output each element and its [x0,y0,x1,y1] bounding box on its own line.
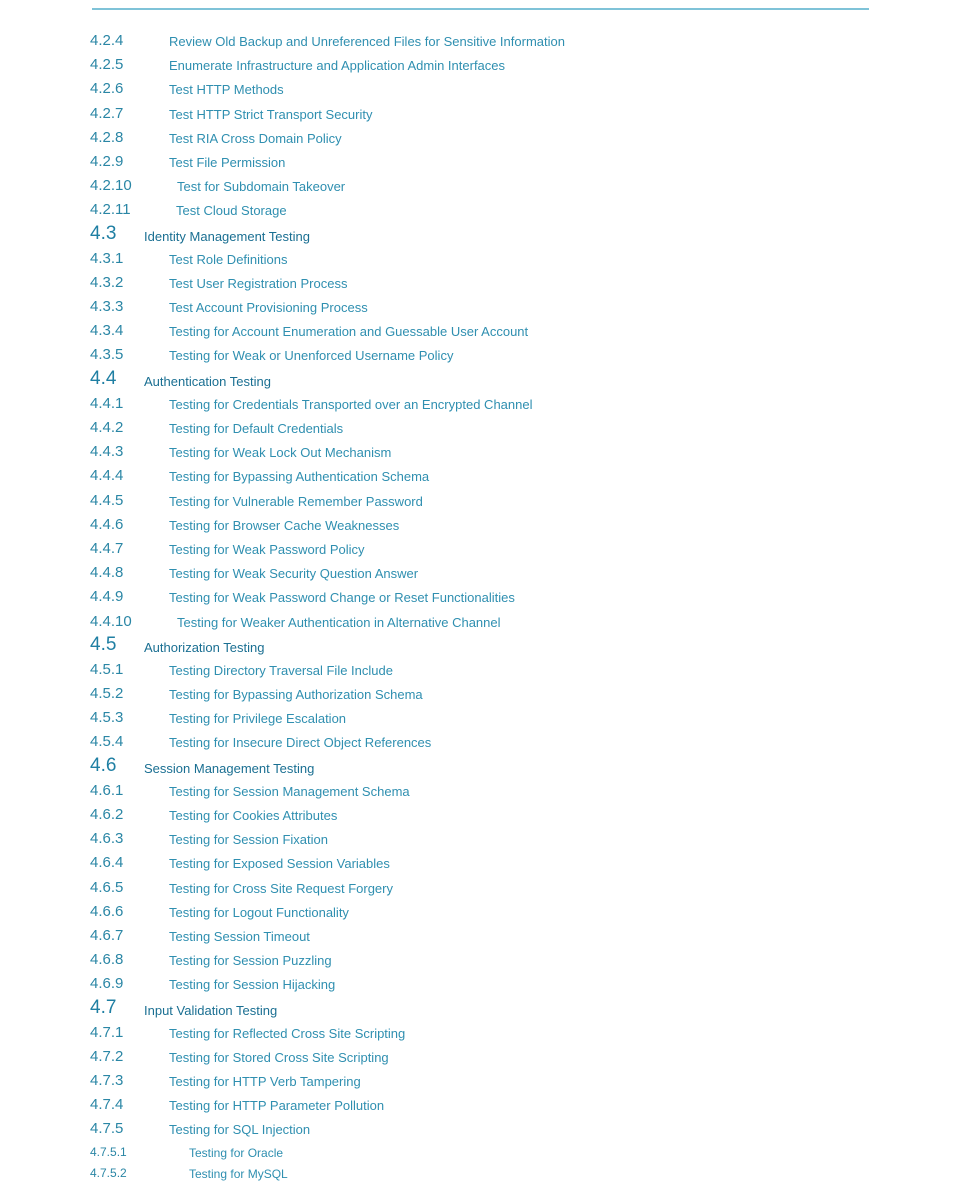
toc-entry[interactable] [0,54,961,78]
toc-entry-number: 4.3.1 [90,249,124,267]
toc-entry-title: Test Cloud Storage [176,203,287,219]
toc-entry-number: 4.6.2 [90,806,124,823]
toc-entry[interactable] [0,586,961,610]
toc-entry-number: 4.6.4 [90,854,124,872]
toc-entry[interactable] [0,490,961,514]
toc-entry-title: Testing for Logout Functionality [169,904,349,920]
toc-entry-number: 4.6.6 [90,902,124,920]
toc-entry[interactable] [0,514,961,538]
toc-section-heading[interactable] [0,369,961,393]
toc-entry-number: 4.4.5 [90,491,124,509]
toc-entry-number: 4.5.2 [90,685,124,703]
toc-entry-title: Testing for MySQL [189,1167,288,1182]
toc-entry[interactable] [0,1118,961,1142]
toc-entry-title: Testing for Cookies Attributes [169,808,338,823]
toc-entry-title: Testing for HTTP Parameter Pollution [169,1098,385,1114]
toc-entry-title: Testing for Browser Cache Weaknesses [169,517,400,533]
toc-entry-number: 4.7.1 [90,1023,124,1041]
toc-entry-title: Testing Session Timeout [169,928,310,944]
toc-entry-title: Testing for Session Management Schema [169,783,410,799]
toc-entry-title: Authentication Testing [144,373,271,389]
toc-entry-title: Testing for Cross Site Request Forgery [169,880,393,896]
toc-entry[interactable] [0,78,961,102]
toc-entry-title: Test HTTP Methods [169,82,284,98]
toc-entry[interactable] [0,296,961,320]
toc-entry[interactable] [0,683,961,707]
toc-entry[interactable] [0,199,961,223]
toc-entry-title: Testing for Weak Password Policy [169,541,365,557]
toc-entry-number: 4.7.5 [90,1120,124,1138]
toc-entry-title: Testing for Vulnerable Remember Password [169,493,423,509]
toc-entry-title: Testing for Bypassing Authorization Schema [169,687,423,703]
toc-section-heading[interactable] [0,756,961,780]
toc-entry-title: Testing for HTTP Verb Tampering [169,1074,361,1090]
toc-entry-title: Test File Permission [169,154,286,170]
toc-entry[interactable] [0,320,961,344]
toc-entry-title: Testing for Oracle [189,1145,284,1160]
toc-entry-number: 4.2.9 [90,152,124,170]
toc-entry-number: 4.4.3 [90,443,124,461]
toc-entry-number: 4.6.5 [90,878,124,896]
toc-entry-number: 4.3.5 [90,346,124,364]
toc-entry[interactable] [0,127,961,151]
toc-entry-number: 4.7.5.2 [90,1166,127,1181]
toc-entry[interactable] [0,562,961,586]
toc-entry-title: Identity Management Testing [144,228,310,244]
toc-subentry[interactable] [0,1164,961,1186]
toc-entry-number: 4.3.2 [90,273,124,291]
toc-entry-title: Enumerate Infrastructure and Application Admin Interfaces [169,58,506,74]
toc-entry-number: 4.4.4 [90,467,124,485]
toc-entry-number: 4.2.4 [90,32,124,49]
toc-entry-title: Testing for Bypassing Authentication Schema [169,469,430,485]
toc-entry-title: Testing Directory Traversal File Include [169,662,393,678]
toc-entry-number: 4.6.3 [90,830,124,848]
toc-entry-number: 4.4.10 [90,612,132,630]
toc-entry-number: 4.5.4 [90,733,124,751]
toc-entry-number: 4.4.2 [90,419,124,436]
toc-entry[interactable] [0,103,961,127]
toc-entry[interactable] [0,659,961,683]
toc-entry-title: Testing for Weak Security Question Answer [169,566,419,582]
toc-entry[interactable] [0,852,961,876]
toc-entry[interactable] [0,804,961,828]
toc-entry-number: 4.2.11 [90,201,131,219]
toc-entry[interactable] [0,441,961,465]
toc-entry-title: Input Validation Testing [144,1002,278,1018]
toc-entry-number: 4.4.8 [90,564,124,582]
toc-entry-number: 4.7.4 [90,1096,124,1114]
toc-entry[interactable] [0,949,961,973]
toc-entry[interactable] [0,1022,961,1046]
toc-entry-title: Test HTTP Strict Transport Security [169,106,373,122]
toc-entry-title: Testing for Weak Password Change or Reset Functionalities [169,590,515,606]
toc-entry-number: 4.6.8 [90,951,124,969]
toc-entry-number: 4.5 [90,633,117,655]
toc-entry[interactable] [0,1046,961,1070]
toc-entry[interactable] [0,465,961,489]
toc-entry-title: Session Management Testing [144,760,315,776]
toc-entry-number: 4.3.3 [90,298,124,316]
toc-entry-number: 4.7.3 [90,1072,124,1090]
toc-entry-number: 4.4.7 [90,539,124,557]
toc-entry-number: 4.5.1 [90,660,124,678]
toc-entry-number: 4.6 [90,754,117,776]
toc-entry-title: Testing for Weak Lock Out Mechanism [169,445,392,461]
toc-entry-title: Testing for Reflected Cross Site Scripting [169,1025,406,1041]
toc-entry[interactable] [0,1070,961,1094]
toc-subentry[interactable] [0,1143,961,1165]
toc-entry-title: Testing for Privilege Escalation [169,711,347,727]
toc-entry[interactable] [0,30,961,54]
toc-entry-title: Testing for Session Puzzling [169,953,332,969]
toc-entry-number: 4.2.10 [90,177,132,195]
toc-entry[interactable] [0,393,961,417]
toc-entry-title: Test Role Definitions [169,251,288,267]
toc-entry[interactable] [0,175,961,199]
top-divider [92,8,869,10]
toc-entry-title: Test for Subdomain Takeover [177,179,346,195]
toc-entry[interactable] [0,707,961,731]
toc-entry-title: Test RIA Cross Domain Policy [169,130,342,146]
toc-section-heading[interactable] [0,998,961,1022]
toc-entry[interactable] [0,417,961,441]
toc-entry-title: Test User Registration Process [169,275,348,291]
toc-entry[interactable] [0,828,961,852]
toc-entry[interactable] [0,780,961,804]
toc-entry-title: Testing for Account Enumeration and Guessable User Account [169,324,529,340]
toc-entry-number: 4.4 [90,367,117,389]
toc-entry[interactable] [0,925,961,949]
toc-entry-number: 4.3.4 [90,322,124,340]
toc-section-heading[interactable] [0,224,961,248]
toc-entry[interactable] [0,1094,961,1118]
table-of-contents [0,30,961,1186]
toc-entry-number: 4.6.9 [90,975,124,993]
toc-entry-number: 4.2.6 [90,80,124,98]
toc-entry-number: 4.6.7 [90,926,124,944]
toc-entry-number: 4.4.6 [90,515,124,533]
toc-entry[interactable] [0,611,961,635]
toc-entry-number: 4.7 [90,996,117,1018]
toc-entry-number: 4.7.2 [90,1047,124,1065]
toc-entry[interactable] [0,248,961,272]
toc-entry-title: Testing for Weak or Unenforced Username Policy [169,348,454,364]
toc-entry[interactable] [0,538,961,562]
toc-entry-title: Testing for Credentials Transported over an Encrypted Channel [169,396,533,412]
toc-entry-number: 4.7.5.1 [90,1144,127,1159]
toc-entry-title: Testing for Exposed Session Variables [169,856,390,872]
toc-entry-title: Testing for Session Fixation [169,832,328,848]
toc-entry[interactable] [0,877,961,901]
toc-entry-title: Testing for Stored Cross Site Scripting [169,1049,389,1065]
toc-entry-title: Review Old Backup and Unreferenced Files for Sensitive Information [169,34,565,49]
toc-entry-number: 4.2.5 [90,56,124,74]
toc-entry-title: Testing for SQL Injection [169,1122,311,1138]
toc-entry[interactable] [0,901,961,925]
toc-entry[interactable] [0,272,961,296]
toc-entry-title: Test Account Provisioning Process [169,300,368,316]
toc-entry-title: Testing for Weaker Authentication in Alternative Channel [177,614,501,630]
toc-entry-number: 4.2.8 [90,128,124,146]
toc-section-heading[interactable] [0,635,961,659]
toc-entry[interactable] [0,151,961,175]
toc-entry-number: 4.4.1 [90,394,124,412]
toc-entry-title: Testing for Insecure Direct Object References [169,735,432,751]
toc-entry[interactable] [0,731,961,755]
toc-entry-number: 4.5.3 [90,709,124,727]
toc-entry[interactable] [0,973,961,997]
toc-entry-number: 4.6.1 [90,781,124,799]
toc-entry-number: 4.2.7 [90,104,124,122]
toc-entry-title: Testing for Default Credentials [169,421,344,436]
toc-entry-number: 4.3 [90,222,117,244]
toc-entry[interactable] [0,344,961,368]
toc-entry-title: Authorization Testing [144,639,265,655]
toc-entry-number: 4.4.9 [90,588,124,606]
toc-entry-title: Testing for Session Hijacking [169,977,336,993]
